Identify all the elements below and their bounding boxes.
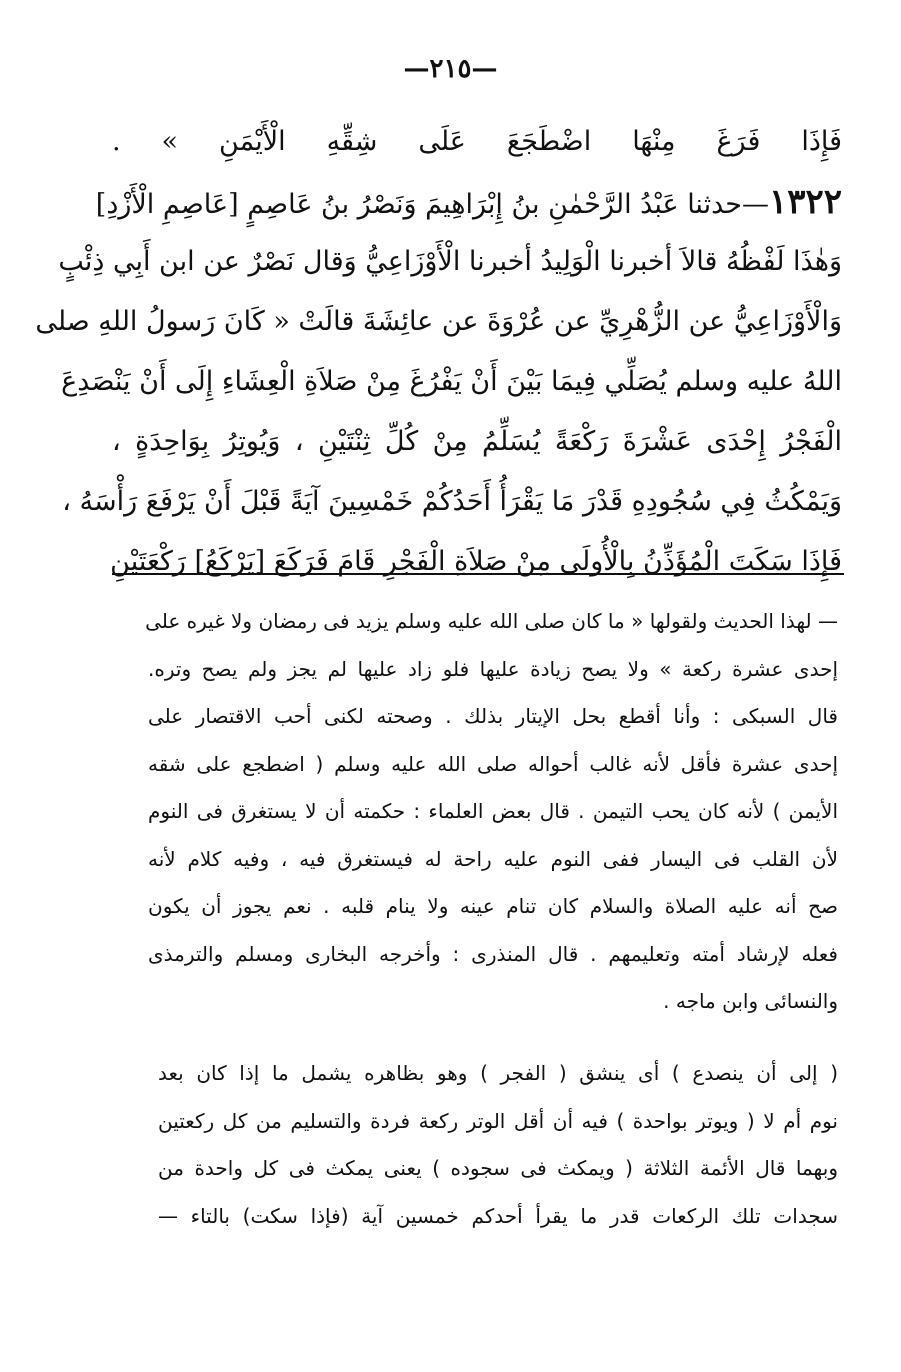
commentary-block-2 [158,1050,838,1240]
commentary-line: الأيمن ) لأنه كان يحب التيمن . قال بعض العلماء : حكمته أن لا يستغرق فى النوم [148,799,838,823]
commentary-line: إحدى عشرة ركعة » ولا يصح زيادة عليها فلو زاد عليها لم يجز ولم يصح وتره. [148,656,838,681]
commentary-block [145,598,838,1026]
commentary-line: فعله لإرشاد أمته وتعليمهم . قال المنذرى : وأخرجه البخارى ومسلم والترمذى [148,941,838,966]
hadith-line: الْفَجْرُ إِحْدَى عَشْرَةَ رَكْعَةً يُسَلِّمُ مِنْ كُلِّ ثِنْتَيْنِ ، وَيُوتِرُ بِوَاحِدَةٍ ، [112,426,842,457]
commentary-line: سجدات تلك الركعات قدر ما يقرأ أحدكم خمسين آية (فإذا سكت) بالتاء — [158,1203,838,1228]
commentary-line: وبهما قال الأئمة الثلاثة ( ويمكث فى سجوده ) يعنى يمكث فى كل واحدة من [158,1156,838,1180]
hadith-line: وَالْأَوْزَاعِيُّ عن الزُّهْرِيِّ عن عُرْوَةَ عن عائِشَةَ قالَتْ « كَانَ رَسولُ اللهِ صلى [35,306,842,337]
hadith-line: —حدثنا عَبْدُ الرَّحْمٰنِ بنُ إِبْرَاهِيمَ وَنَصْرُ بنُ عَاصِمٍ [عَاصِمِ الْأَزْدِ] [95,189,769,220]
hadith-line: اللهُ عليه وسلم يُصَلِّي فِيمَا بَيْنَ أَنْ يَفْرُغَ مِنْ صَلاَةِ الْعِشَاءِ إِلَى أَنْ يَنْصَدِعَ [61,366,842,397]
commentary-line: قال السبكى : وأنا أقطع بحل الإيتار بذلك . وصحته لكنى أحب الاقتصار على [148,704,838,728]
commentary-line: صح أنه عليه الصلاة والسلام كان تنام عينه ولا ينام قلبه . نعم يجوز أن يكون [148,894,838,918]
commentary-line: نوم أم لا ( ويوتر بواحدة ) فيه أن أقل الوتر ركعة فردة والتسليم من كل ركعتين [158,1108,838,1133]
hadith-header-line [95,172,842,232]
hadith-number: ١٣٢٢ [768,182,842,222]
page-number: —٢١٥— [403,54,498,84]
hadith-line: فَإِذَا فَرَغَ مِنْهَا اضْطَجَعَ عَلَى شِقِّهِ الْأَيْمَنِ » . [112,126,842,157]
commentary-line: إحدى عشرة فأقل لأنه غالب أحواله صلى الله عليه وسلم ( اضطجع على شقه [148,751,838,776]
commentary-line: لأن القلب فى اليسار ففى النوم عليه راحة له فيستغرق فيه ، وفيه كلام لأنه [148,846,838,871]
commentary-line: — لهذا الحديث ولقولها « ما كان صلى الله عليه وسلم يزيد فى رمضان ولا غيره على [145,609,838,633]
commentary-line: ( إلى أن ينصدع ) أى ينشق ( الفجر ) وهو بظاهره يشمل ما إذا كان بعد [158,1061,838,1085]
footnote-divider [112,573,844,575]
hadith-line: وَيَمْكُثُ فِي سُجُودِهِ قَدْرَ مَا يَقْرَأُ أَحَدُكُمْ خَمْسِينَ آيَةً قَبْلَ أَنْ يَرْفَعَ رَأْسَهُ ، [62,486,842,517]
hadith-line: فَإِذَا سَكَتَ الْمُؤَذِّنُ بِالْأُولَى مِنْ صَلاَةِ الْفَجْرِ قَامَ فَرَكَعَ [يَرْكَعُ] رَكْعَتَيْنِ [110,546,842,577]
hadith-line: وَهٰذَا لَفْظُهُ قالاَ أخبرنا الْوَلِيدُ أخبرنا الْأَوْزَاعِيُّ وَقال نَصْرٌ عن ابن أَبِي ذِئْبٍ [58,246,842,277]
hadith-text-block [35,112,842,592]
commentary-line: والنسائى وابن ماجه . [663,989,838,1013]
